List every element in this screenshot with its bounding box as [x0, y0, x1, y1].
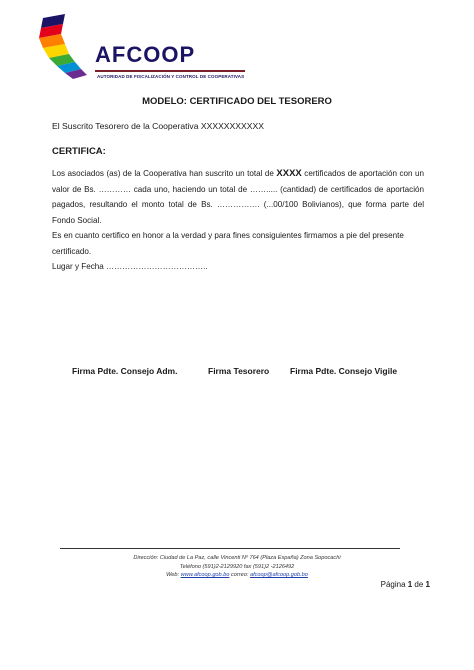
logo-subtitle: AUTORIDAD DE FISCALIZACIÓN Y CONTROL DE COOPERATIVAS [97, 74, 245, 79]
page-of: de [412, 580, 426, 589]
para1-text-a: Los asociados (as) de la Cooperativa han suscrito un total de [52, 169, 277, 178]
footer-contact [0, 571, 474, 580]
signature-tesorero: Firma Tesorero [208, 366, 270, 376]
place-date-line: Lugar y Fecha ……………………………….. [52, 262, 208, 271]
web-link[interactable]: www.afcoop.gob.bo [180, 572, 230, 578]
signature-adm: Firma Pdte. Consejo Adm. [72, 366, 178, 376]
document-body [52, 166, 424, 275]
document-title: MODELO: CERTIFICADO DEL TESORERO [142, 96, 332, 107]
paragraph-1 [52, 166, 424, 228]
intro-line: El Suscrito Tesorero de la Cooperativa XXXXXXXXXXX [52, 121, 264, 131]
signature-vigilancia: Firma Pdte. Consejo Vigile [290, 366, 398, 376]
footer-divider [60, 548, 400, 549]
afcoop-logo [35, 12, 250, 90]
footer [0, 554, 474, 580]
footer-address: Dirección: Ciudad de La Paz, calle Vincenti Nº 764 (Plaza España) Zona Sopocachi [133, 555, 341, 561]
para1-text-b: certificados de aportación con un valor de Bs. ………… cada uno, haciendo un total de ……..... (cantidad) de certificados de aportación pagados, resultando el monto total de Bs. ……………. (...00/100 Bolivianos), que forma parte del Fondo Social. [52, 169, 424, 225]
email-link[interactable]: afcoop@afcoop.gob.bo [249, 572, 308, 578]
certifica-heading: CERTIFICA: [52, 146, 106, 157]
logo-divider [95, 70, 245, 72]
page-current: 1 [407, 580, 413, 589]
web-label: Web: [166, 572, 181, 578]
paragraph-2: Es en cuanto certifico en honor a la verdad y para fines consiguientes firmamos a pie del presente certificado. [52, 231, 404, 256]
footer-phone: Teléfono (591)2-2129920 fax (591)2 -2126492 [179, 563, 295, 570]
page-number [381, 580, 430, 589]
page-total: 1 [425, 580, 430, 589]
page-label: Página [380, 580, 408, 589]
email-label: correo: [229, 572, 250, 578]
para1-bold: XXXX [276, 168, 302, 179]
logo-name: AFCOOP [95, 42, 196, 67]
